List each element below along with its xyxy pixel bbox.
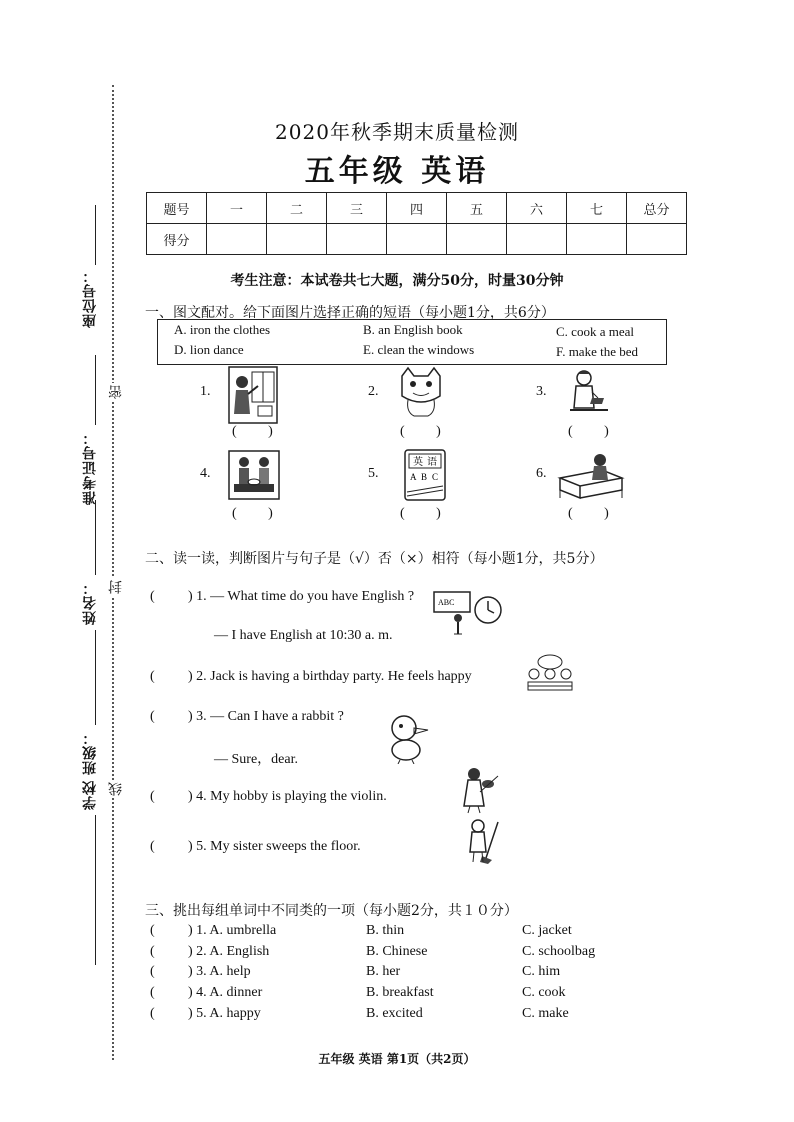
score-cell: 总分 xyxy=(627,193,687,224)
choice-c: C. schoolbag xyxy=(522,944,596,959)
board-text: ABC xyxy=(438,598,455,607)
answer-blank[interactable]: ( ) xyxy=(400,506,455,521)
answer-blank[interactable]: ( xyxy=(150,1006,155,1021)
english-book-picture xyxy=(402,448,448,502)
option-f: F. make the bed xyxy=(556,344,638,359)
answer-text: — I have English at 10:30 a. m. xyxy=(214,628,393,643)
answer-blank[interactable]: ( xyxy=(150,964,155,979)
choice-b: B. Chinese xyxy=(366,944,428,959)
class-label: 班级： xyxy=(82,730,98,775)
question-text: ) 5. My sister sweeps the floor. xyxy=(188,839,361,854)
exam-id-field[interactable] xyxy=(95,355,96,425)
score-cell: 五 xyxy=(447,193,507,224)
score-cell: 七 xyxy=(567,193,627,224)
seal-xian: 线 xyxy=(108,782,124,796)
sweeping-picture xyxy=(464,818,504,864)
option-b: B. an English book xyxy=(363,322,463,337)
item-number: 4. xyxy=(200,466,211,481)
question-text: ) 4. My hobby is playing the violin. xyxy=(188,789,387,804)
section2-heading: 二、读一读，判断图片与句子是（√）否（×）相符（每小题1分，共5分） xyxy=(145,551,604,567)
clean-windows-picture xyxy=(228,366,278,424)
answer-blank[interactable]: ( xyxy=(150,789,155,804)
section1-heading: 一、图文配对。给下面图片选择正确的短语（每小题1分，共6分） xyxy=(145,305,555,321)
choice-a: ) 5. A. happy xyxy=(188,1006,261,1021)
answer-blank[interactable]: ( xyxy=(150,839,155,854)
question-text: ) 2. Jack is having a birthday party. He feels happy xyxy=(188,669,472,684)
answer-blank[interactable]: ( xyxy=(150,709,155,724)
item-number: 5. xyxy=(368,466,379,481)
school-field[interactable] xyxy=(95,815,96,965)
make-bed-picture xyxy=(556,450,626,502)
class-field[interactable] xyxy=(95,630,96,725)
violin-picture xyxy=(460,766,502,814)
choice-c: C. cook xyxy=(522,985,566,1000)
option-a: A. iron the clothes xyxy=(174,322,271,337)
item-number: 3. xyxy=(536,384,547,399)
score-input-cell[interactable] xyxy=(627,224,687,255)
score-table-score-row xyxy=(147,224,687,255)
score-cell: 得分 xyxy=(147,224,207,255)
score-input-cell[interactable] xyxy=(267,224,327,255)
item-number: 2. xyxy=(368,384,379,399)
choice-c: C. him xyxy=(522,964,561,979)
duck-picture xyxy=(384,712,434,764)
school-label: 学校 xyxy=(82,780,98,810)
item-number: 1. xyxy=(200,384,211,399)
answer-blank[interactable]: ( xyxy=(150,923,155,938)
choice-b: B. her xyxy=(366,964,401,979)
name-label: 姓名： xyxy=(82,580,98,625)
answer-blank[interactable]: ( ) xyxy=(400,424,455,439)
seat-number-field[interactable] xyxy=(95,205,96,265)
answer-blank[interactable]: ( xyxy=(150,589,155,604)
item-number: 6. xyxy=(536,466,547,481)
birthday-party-picture xyxy=(522,652,578,694)
score-cell: 题号 xyxy=(147,193,207,224)
score-input-cell[interactable] xyxy=(447,224,507,255)
answer-blank[interactable]: ( ) xyxy=(568,506,623,521)
score-cell: 六 xyxy=(507,193,567,224)
score-cell: 二 xyxy=(267,193,327,224)
option-c: C. cook a meal xyxy=(556,324,634,339)
section1-options-box xyxy=(157,319,667,365)
answer-text: — Sure，dear. xyxy=(214,752,298,767)
score-cell: 四 xyxy=(387,193,447,224)
seal-feng: 封 xyxy=(108,580,124,594)
answer-blank[interactable]: ( xyxy=(150,669,155,684)
score-table xyxy=(146,192,687,255)
ironing-picture xyxy=(564,368,614,420)
exam-subtitle: 五年级 英语 xyxy=(304,154,490,189)
score-input-cell[interactable] xyxy=(207,224,267,255)
choice-a: ) 3. A. help xyxy=(188,964,251,979)
seal-mi: 密 xyxy=(108,385,124,399)
score-input-cell[interactable] xyxy=(327,224,387,255)
exam-title: 2020年秋季期末质量检测 xyxy=(275,120,519,144)
book-char: 英 xyxy=(413,457,423,468)
question-text: ) 3. — Can I have a rabbit ? xyxy=(188,709,344,724)
score-input-cell[interactable] xyxy=(507,224,567,255)
score-cell: 三 xyxy=(327,193,387,224)
page-footer: 五年级 英语 第1页（共2页） xyxy=(318,1052,476,1066)
answer-blank[interactable]: ( ) xyxy=(568,424,623,439)
score-table-header-row xyxy=(147,193,687,224)
choice-c: C. jacket xyxy=(522,923,572,938)
exam-id-label: 准考证号： xyxy=(82,430,98,505)
lion-dance-picture xyxy=(396,366,446,420)
choice-c: C. make xyxy=(522,1006,569,1021)
answer-blank[interactable]: ( xyxy=(150,944,155,959)
exam-notice: 考生注意：本试卷共七大题，满分50分，时量30分钟 xyxy=(230,273,564,289)
answer-blank[interactable]: ( xyxy=(150,985,155,1000)
seat-number-label: 座位号： xyxy=(82,268,98,328)
score-input-cell[interactable] xyxy=(387,224,447,255)
book-letter: C xyxy=(432,472,439,482)
choice-a: ) 4. A. dinner xyxy=(188,985,263,1000)
teacher-clock-picture xyxy=(432,588,504,640)
option-d: D. lion dance xyxy=(174,342,244,357)
answer-blank[interactable]: ( ) xyxy=(232,424,287,439)
answer-blank[interactable]: ( ) xyxy=(232,506,287,521)
choice-a: ) 1. A. umbrella xyxy=(188,923,277,938)
score-input-cell[interactable] xyxy=(567,224,627,255)
book-letter: B xyxy=(421,472,428,482)
cooking-picture xyxy=(228,450,280,500)
option-e: E. clean the windows xyxy=(363,342,475,357)
book-letter: A xyxy=(410,472,417,482)
choice-b: B. excited xyxy=(366,1006,423,1021)
choice-b: B. breakfast xyxy=(366,985,434,1000)
book-char: 语 xyxy=(427,457,437,468)
name-field[interactable] xyxy=(95,500,96,575)
choice-b: B. thin xyxy=(366,923,405,938)
choice-a: ) 2. A. English xyxy=(188,944,270,959)
binding-dotted-line xyxy=(112,85,114,1060)
score-cell: 一 xyxy=(207,193,267,224)
question-text: ) 1. — What time do you have English ? xyxy=(188,589,415,604)
section3-heading: 三、挑出每组单词中不同类的一项（每小题2分，共１０分） xyxy=(145,903,518,919)
